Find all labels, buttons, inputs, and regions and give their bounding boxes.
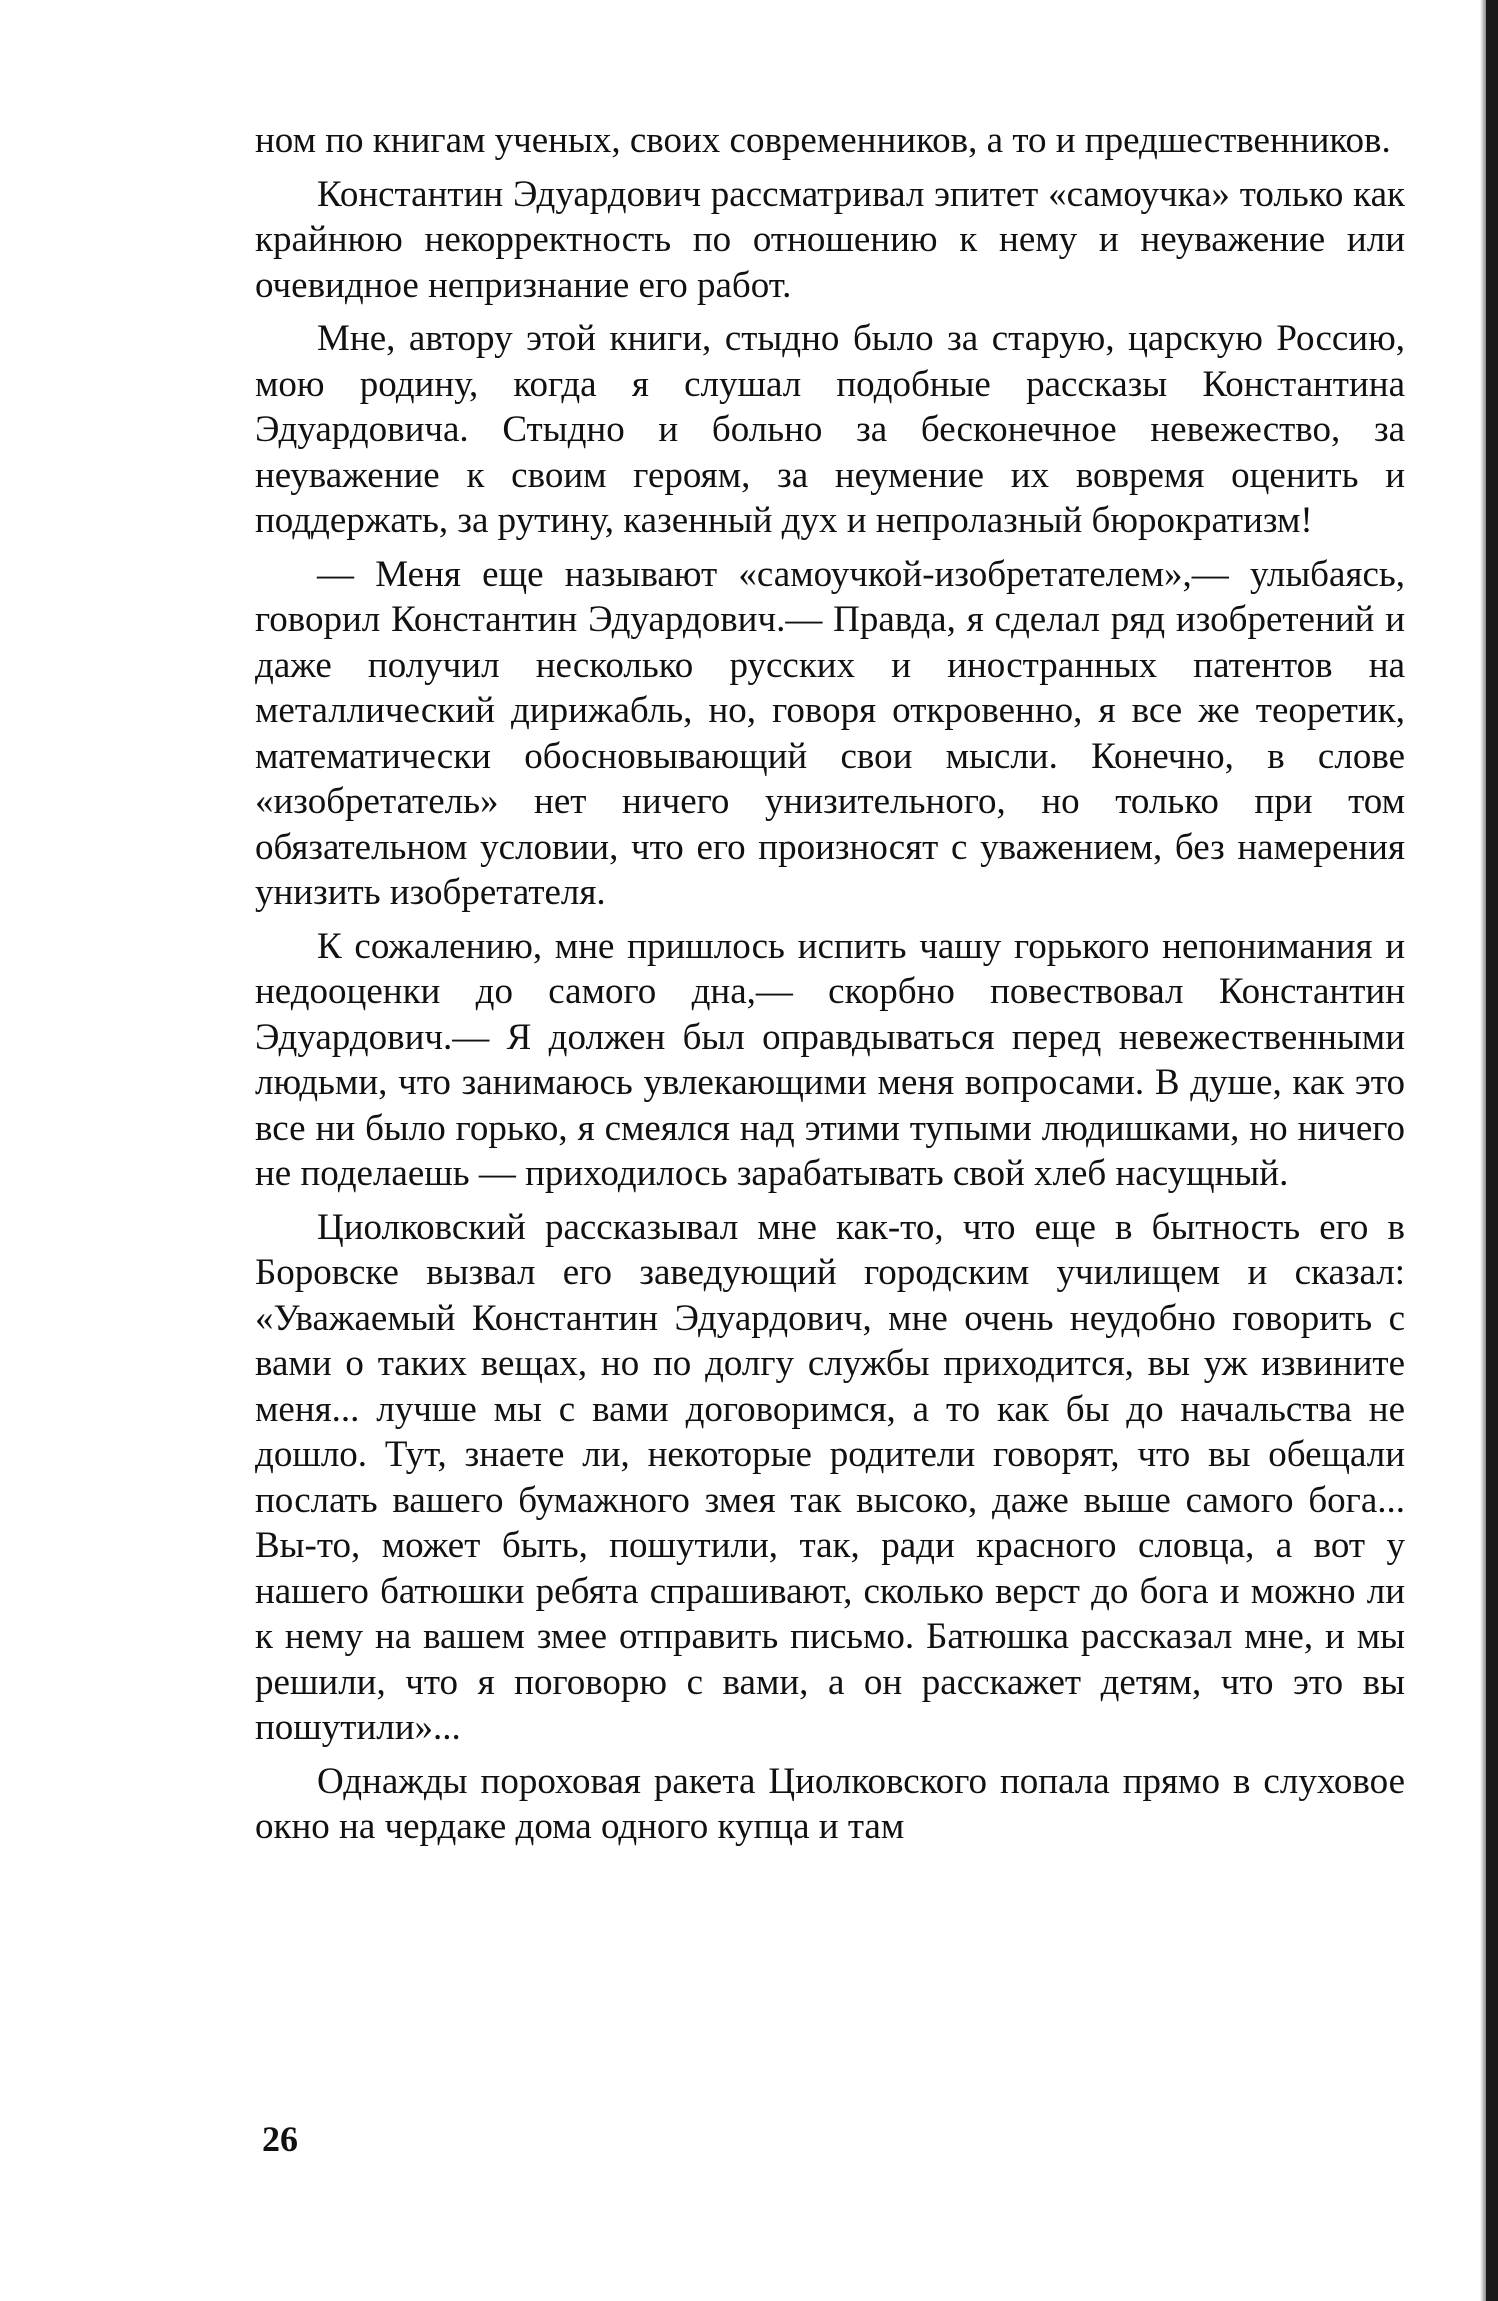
paragraph-1: ном по книгам ученых, своих современников, а то и предшественников.	[255, 120, 1391, 161]
paragraph-5: К сожалению, мне пришлось испить чашу горького непонимания и недооценки до самого дна,— скорбно повествовал Константин Эдуардович.— Я должен был оправдываться перед невежественными людьми, что занимаюсь увлекающими меня вопросами. В душе, как это все ни было горько, я смеялся над этими тупыми людишками, но ничего не поделаешь — приходилось зарабатывать свой хлеб насущный.	[255, 925, 1405, 1194]
paragraph-3: Мне, автору этой книги, стыдно было за старую, царскую Россию, мою родину, когда я слушал подобные рассказы Константина Эдуардовича. Стыдно и больно за бесконечное невежество, за неуважение к своим героям, за неумение их вовремя оценить и поддержать, за рутину, казенный дух и непролазный бюрократизм!	[255, 318, 1405, 541]
paragraph-7: Однажды пороховая ракета Циолковского попала прямо в слуховое окно на чердаке дома одного купца и там	[255, 1760, 1405, 1847]
body-text	[255, 118, 1405, 1858]
page-number: 26	[262, 2119, 298, 2159]
page-edge	[1486, 0, 1498, 2301]
paragraph-6: Циолковский рассказывал мне как-то, что еще в бытность его в Боровске вызвал его заведующий городским училищем и сказал: «Уважаемый Константин Эдуардович, мне очень неудобно говорить с вами о таких вещах, но по долгу службы приходится, вы уж извините меня... лучше мы с вами договоримся, а то как бы до начальства не дошло. Тут, знаете ли, некоторые родители говорят, что вы обещали послать вашего бумажного змея так высоко, даже выше самого бога... Вы-то, может быть, пошутили, так, ради красного словца, а вот у нашего батюшки ребята спрашивают, сколько верст до бога и можно ли к нему на вашем змее отправить письмо. Батюшка рассказал мне, и мы решили, что я поговорю с вами, а он расскажет детям, что это вы пошутили»...	[255, 1206, 1405, 1748]
paragraph-2: Константин Эдуардович рассматривал эпитет «самоучка» только как крайнюю некорректность по отношению к нему и неуважение или очевидное непризнание его работ.	[255, 173, 1405, 306]
paragraph-4: — Меня еще называют «самоучкой-изобретателем»,— улыбаясь, говорил Константин Эдуардович.— Правда, я сделал ряд изобретений и даже получил несколько русских и иностранных патентов на металлический дирижабль, но, говоря откровенно, я все же теоретик, математически обосновывающий свои мысли. Конечно, в слове «изобретатель» нет ничего унизительного, но только при том обязательном условии, что его произносят с уважением, без намерения унизить изобретателя.	[255, 553, 1405, 913]
